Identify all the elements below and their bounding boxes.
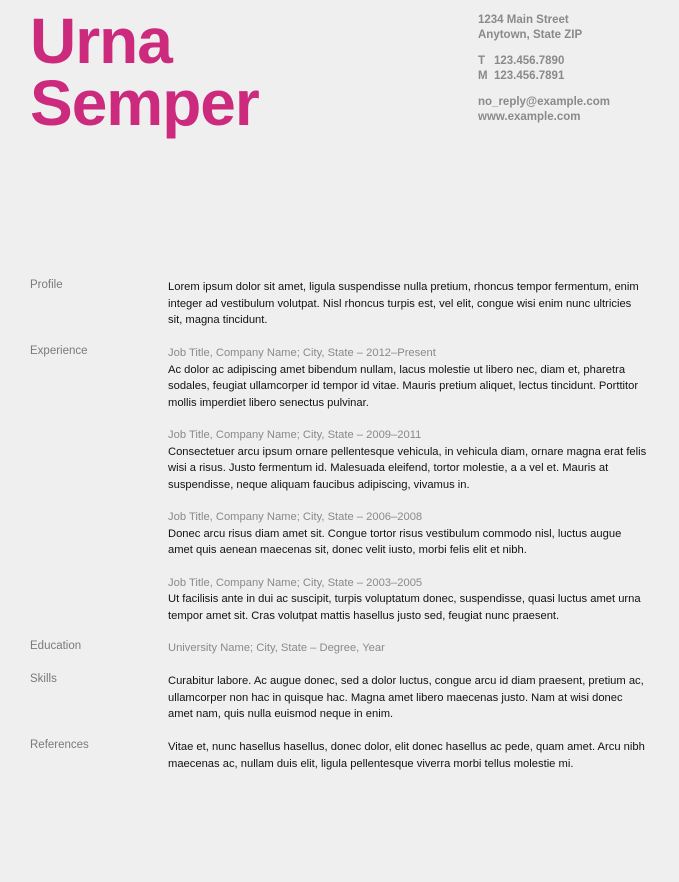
job-title: Job Title, Company Name; City, State – 2006–2008 [168,511,423,523]
skills-paragraph: Curabitur labore. Ac augue donec, sed a dolor luctus, congue arcu id diam praesent, pretium ac, ullamcorper non hac in quisque hac. Magna amet libero maecenas justo. Nam at wisi donec amet nam, quis nulla euismod neque in enim. [168,675,644,720]
job-description: Ut facilisis ante in dui ac suscipit, turpis voluptatum donec, suspendisse, quasi luctus amet urna tempor amet sit. Cras volutpat mattis hasellus justo sed, feugiat nunc praesent. [168,593,641,622]
first-name: Urna [30,5,172,77]
address-city: Anytown, State ZIP [478,28,583,41]
mobile-number: 123.456.7891 [494,69,565,82]
email-link[interactable]: no_reply@example.com [478,96,611,108]
job-entry [168,345,648,411]
job-entry [168,509,648,559]
section-label-references: References [30,739,89,751]
education-text [168,640,648,657]
address-street: 1234 Main Street [478,14,569,26]
section-label-experience: Experience [30,345,88,357]
phone-line [478,54,610,69]
mobile-label: M [478,69,488,82]
profile-paragraph: Lorem ipsum dolor sit amet, ligula suspendisse nulla pretium, rhoncus tempor fermentum, enim integer ad vestibulum volutpat. Nisl rhoncus turpis est, vel elit, congue wisi enim nunc ultricies sit, magna tincidunt. [168,281,639,326]
job-description: Donec arcu risus diam amet sit. Congue tortor risus vestibulum commodo nisl, luctus augue amet quis aenean maecenas sit, donec velit iusto, morbi felis elit et nibh. [168,527,622,556]
section-label-profile: Profile [30,279,63,291]
job-entry [168,427,648,493]
phone-label: T [478,55,486,67]
job-description: Ac dolor ac adipiscing amet bibendum nullam, lacus molestie ut libero nec, diam et, pharetra sodales, feugiat ullamcorper id tempor id vitae. Mauris pretium aliquet, lectus tincidunt. Porttitor mollis imperdiet libero senectus pulvinar. [168,363,639,409]
job-description: Consectetuer arcu ipsum ornare pellentesque vehicula, in vehicula diam, ornare magna erat felis wisi a risus. Justo fermentum id. Malesuada eleifend, tortor molestie, a a vel et. Mauris at suspendisse, neque aliquam faucibus adipiscing, vivamus in. [168,445,647,491]
job-entry [168,575,648,625]
references-paragraph: Vitae et, nunc hasellus hasellus, donec dolor, elit donec hasellus ac pede, quam amet. Arcu nibh maecenas ac, nullam duis elit, ligula pellentesque viverra morbi tellus molestie mi. [168,741,645,770]
phone-number: 123.456.7890 [494,55,565,67]
job-title: Job Title, Company Name; City, State – 2012–Present [168,347,436,359]
contact-block [478,13,610,124]
experience-list [168,345,648,624]
job-title: Job Title, Company Name; City, State – 2003–2005 [168,576,423,589]
education-entry: University Name; City, State – Degree, Year [168,642,385,654]
section-label-skills: Skills [30,673,57,685]
resume-name [30,5,259,139]
job-title: Job Title, Company Name; City, State – 2009–2011 [168,429,422,441]
last-name: Semper [30,67,259,139]
profile-text [168,279,648,329]
section-label-education: Education [30,640,82,652]
website-link[interactable]: www.example.com [478,110,581,123]
mobile-line [478,69,610,84]
references-text [168,739,648,772]
skills-text [168,673,648,723]
